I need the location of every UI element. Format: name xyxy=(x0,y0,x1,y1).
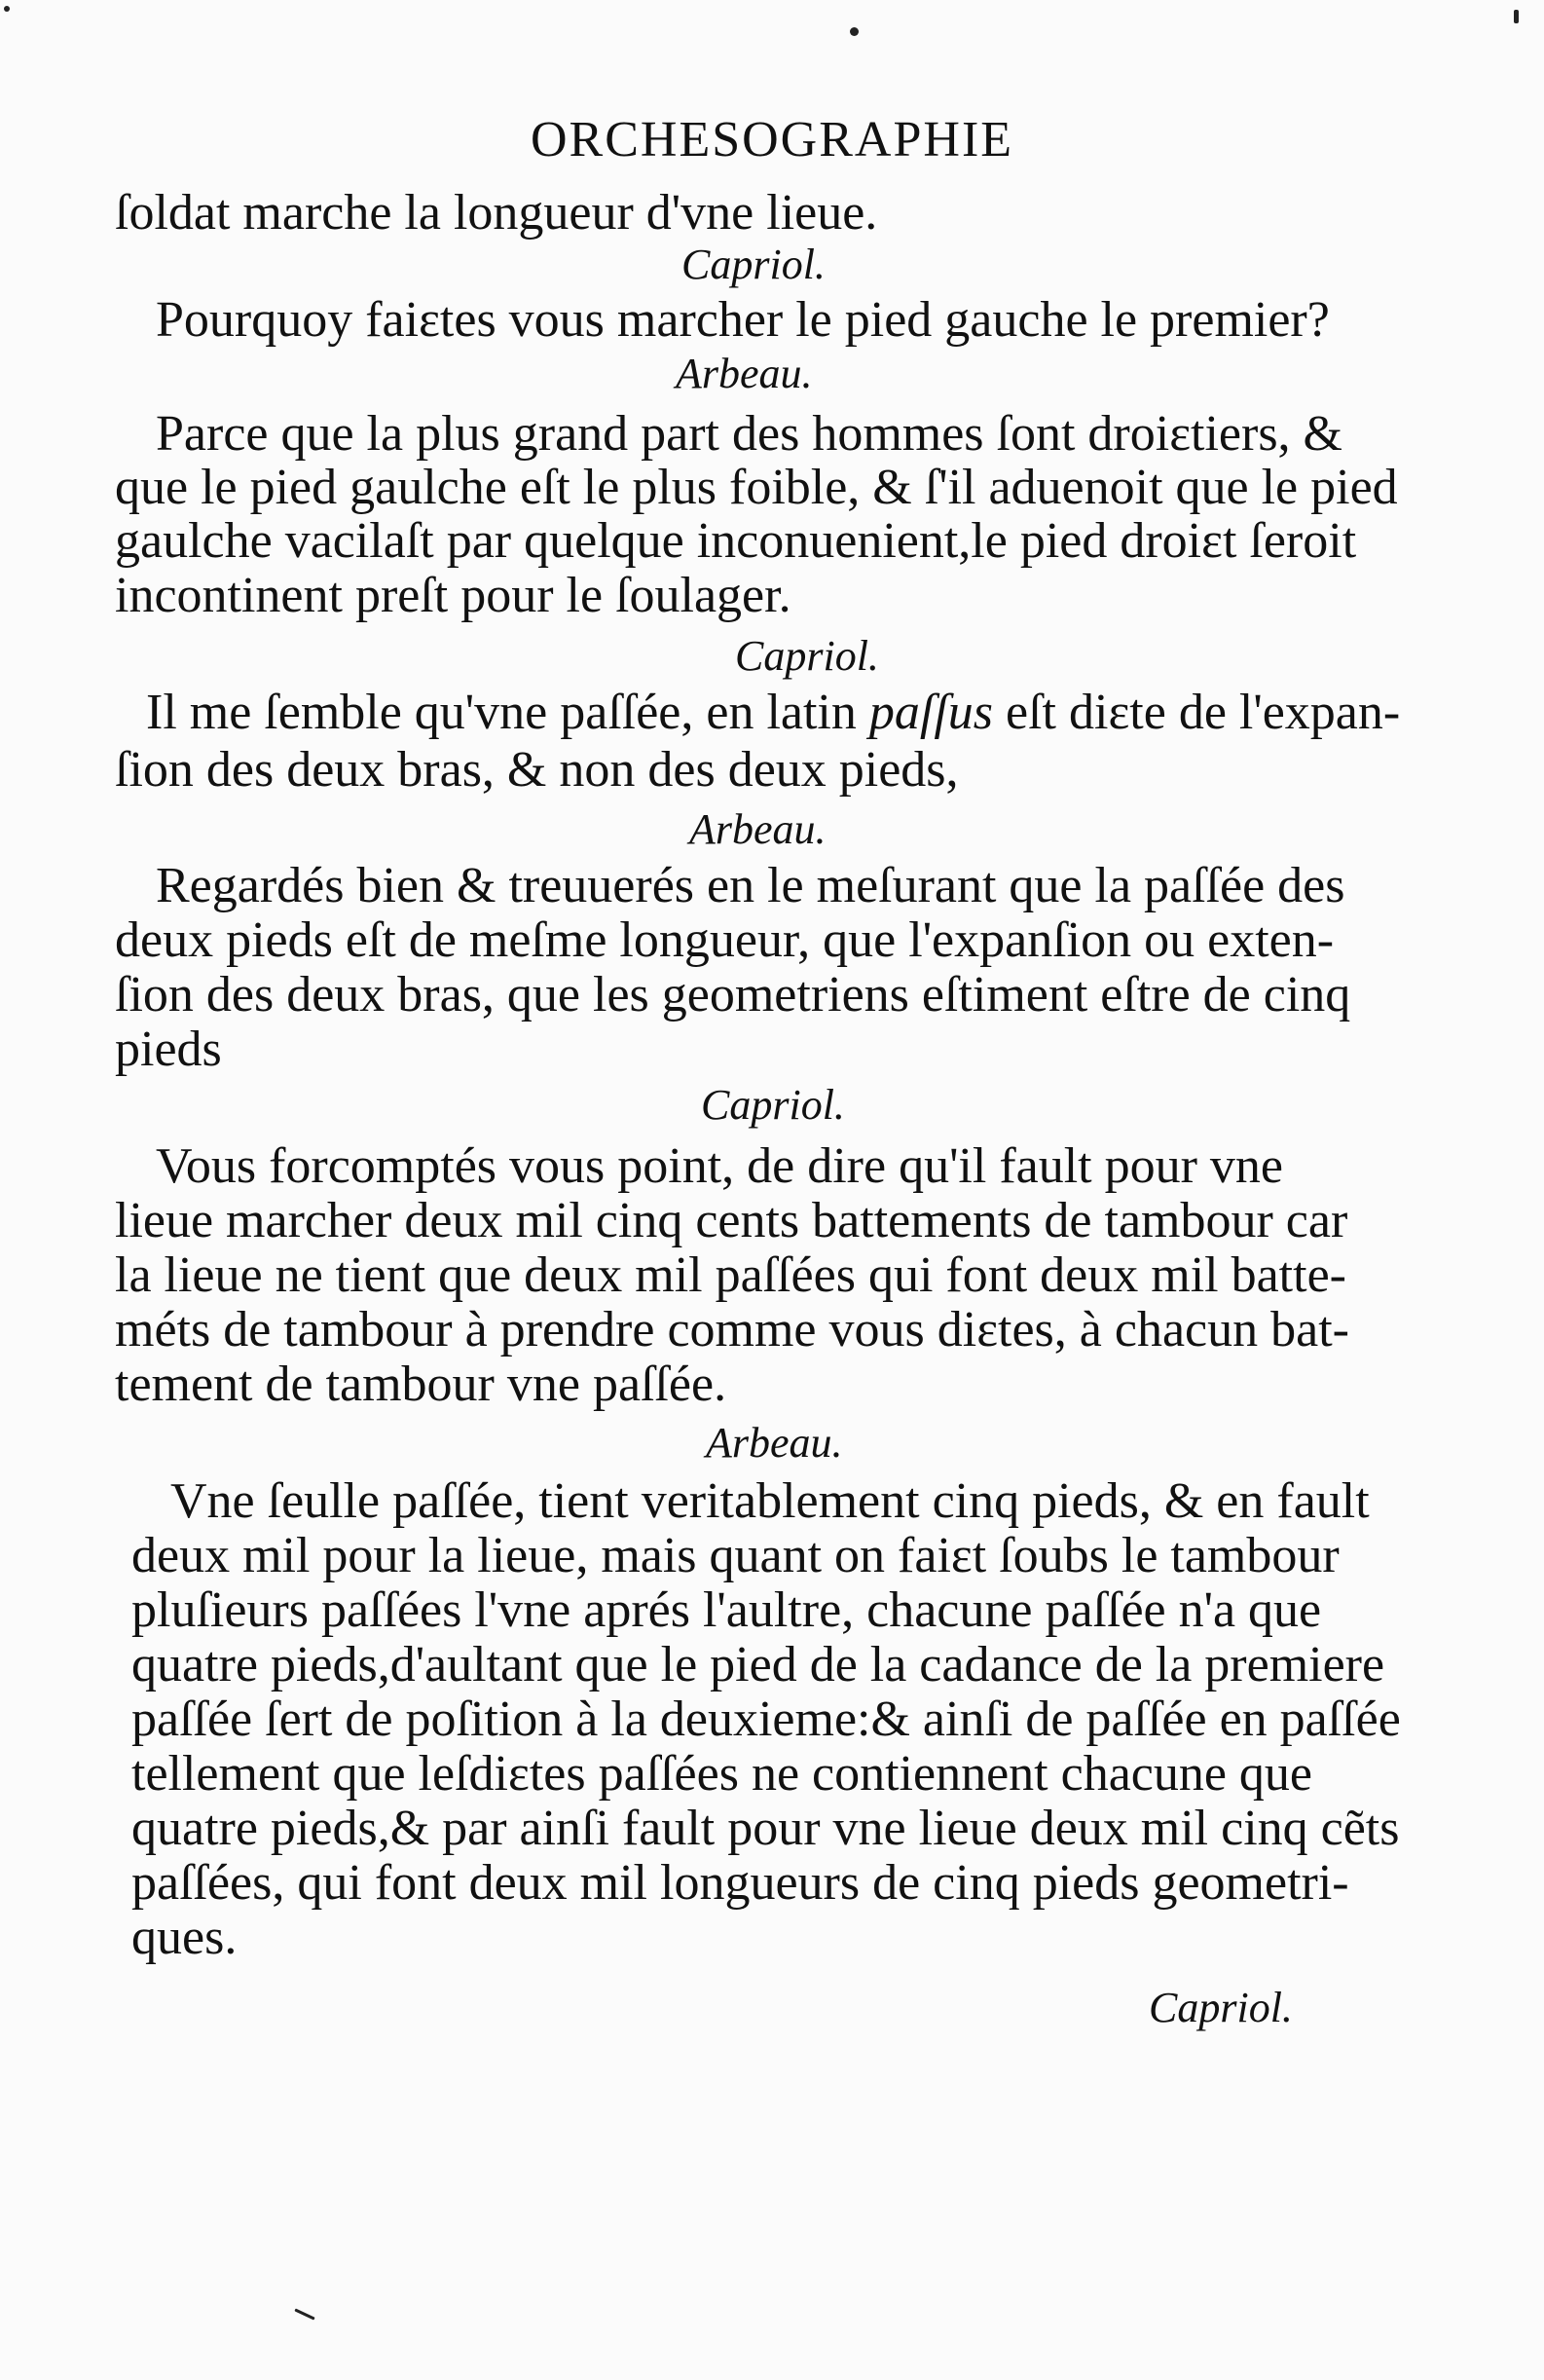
text-line: lieue marcher deux mil cinq cents battements de tambour car xyxy=(115,1193,1348,1248)
text-line: Pourquoy faiɛtes vous marcher le pied gauche le premier? xyxy=(156,292,1330,348)
running-head: ORCHESOGRAPHIE xyxy=(530,112,1014,167)
text-line: méts de tambour à prendre comme vous diɛtes, à chacun bat- xyxy=(115,1302,1349,1357)
speaker-label: Capriol. xyxy=(735,632,879,680)
text-line: deux mil pour la lieue, mais quant on faiɛt ſoubs le tambour xyxy=(131,1528,1340,1583)
text-line: tement de tambour vne paſſée. xyxy=(115,1357,727,1412)
speaker-label: Arbeau. xyxy=(676,350,813,397)
text-line: deux pieds eſt de meſme longueur, que l'expanſion ou exten- xyxy=(115,912,1335,968)
text-line: incontinent preſt pour le ſoulager. xyxy=(115,568,791,623)
text-line: Parce que la plus grand part des hommes ſont droiɛtiers, & xyxy=(156,406,1343,462)
speaker-label: Arbeau. xyxy=(706,1419,843,1467)
text-line: ſion des deux bras, & non des deux pieds, xyxy=(115,742,959,798)
text-line: paſſée ſert de poſition à la deuxieme:& ainſi de paſſée en paſſée xyxy=(131,1692,1401,1747)
ink-speck xyxy=(294,2308,314,2320)
text-line: Regardés bien & treuuerés en le meſurant que la paſſée des xyxy=(156,858,1345,913)
text-line: quatre pieds,d'aultant que le pied de la cadance de la premiere xyxy=(131,1637,1385,1692)
speaker-label: Capriol. xyxy=(701,1081,845,1129)
text-line: pluſieurs paſſées l'vne aprés l'aultre, chacune paſſée n'a que xyxy=(131,1582,1322,1638)
text-line: gaulche vacilaſt par quelque inconuenient,le pied droiɛt ſeroit xyxy=(115,513,1357,569)
text-line: quatre pieds,& par ainſi fault pour vne lieue deux mil cinq cẽts xyxy=(131,1801,1400,1856)
text-line: la lieue ne tient que deux mil paſſées qui font deux mil batte- xyxy=(115,1247,1346,1303)
text-line: ſion des deux bras, que les geometriens eſtiment eſtre de cinq xyxy=(115,967,1351,1023)
text-segment: eſt diɛte de l'expan- xyxy=(993,685,1401,740)
speaker-label: Arbeau. xyxy=(689,805,827,853)
text-line: tellement que leſdiɛtes paſſées ne contiennent chacune que xyxy=(131,1746,1313,1802)
ink-speck xyxy=(4,6,10,12)
latin-term: paſſus xyxy=(868,685,994,740)
text-line: Vous forcomptés vous point, de dire qu'il fault pour vne xyxy=(156,1138,1284,1194)
text-line: ſoldat marche la longueur d'vne lieue. xyxy=(115,185,878,241)
text-line: que le pied gaulche eſt le plus foible, & ſ'il aduenoit que le pied xyxy=(115,460,1398,515)
text-segment: Il me ſemble qu'vne paſſée, en latin xyxy=(146,685,869,740)
ink-speck xyxy=(1514,10,1519,23)
text-line: ques. xyxy=(131,1910,238,1965)
speaker-label: Capriol. xyxy=(681,241,826,288)
speaker-label: Capriol. xyxy=(1149,1984,1293,2031)
text-line xyxy=(146,685,1401,740)
text-line: paſſées, qui font deux mil longueurs de cinq pieds geometri- xyxy=(131,1855,1349,1911)
text-line: pieds xyxy=(115,1022,222,1077)
text-line: Vne ſeulle paſſée, tient veritablement cinq pieds, & en fault xyxy=(170,1473,1370,1529)
ink-speck xyxy=(850,27,859,36)
